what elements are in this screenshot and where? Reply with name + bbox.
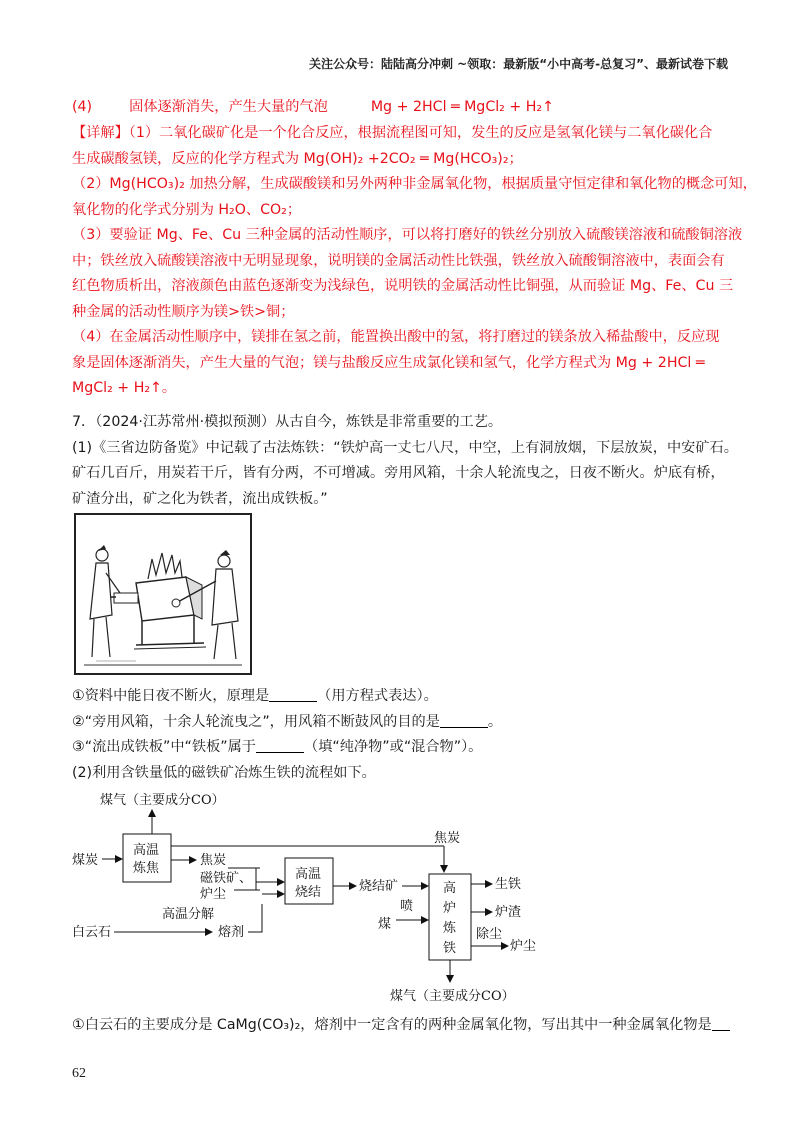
answer-item-4 [72,95,734,121]
question-part1-subquestions [72,684,734,786]
ancient-smelting-illustration [74,513,252,675]
coking-box-line2: 炼焦 [133,861,160,876]
subquestion-2 [72,710,734,736]
answer-blank-1[interactable] [269,687,317,702]
iron-smelting-flowchart [72,786,552,1008]
sintered-ore-label: 烧结矿 [359,879,399,894]
subquestion-1-suffix: （用方程式表达）。 [317,688,438,704]
subquestion-2-suffix: 。 [487,713,503,730]
furnace-char-1: 高 [443,881,457,896]
furnace-char-4: 铁 [443,941,457,956]
subquestion-1 [72,684,734,710]
detail-line: （2）Mg(HCO₃)₂ 加热分解，生成碳酸镁和另外两种非金属氧化物，根据质量守恒定律和氧化物的概念可知， [72,176,757,192]
subquestion-3-prefix: ③“流出成铁板”中“铁板”属于 [72,739,256,755]
page-header: 关注公众号：陆陆高分冲刺 ~领取：最新版“小中高考-总复习”、最新试卷下载 [309,57,728,71]
dedust-label: 除尘 [476,927,503,942]
bottom-gas-label: 煤气（主要成分CO） [390,989,515,1004]
detail-line: 红色物质析出，溶液颜色由蓝色逐渐变为浅绿色，说明铁的金属活动性比铜强，从而验证 Mg、Fe、Cu 三 [72,278,734,294]
spray-label: 喷 [400,899,414,914]
detail-line: 氧化物的化学式分别为 H₂O、CO₂； [72,201,302,218]
detail-line: 种金属的活动性顺序为镁>铁>铜； [72,303,295,320]
question-part2-subquestion [72,1013,734,1039]
question-7 [72,410,738,512]
coke-to-furnace-label: 焦炭 [434,831,461,846]
dust-out-label: 炉尘 [510,939,537,954]
answer-blank-3[interactable] [256,738,304,753]
detail-line: （4）在金属活动性顺序中，镁排在氢之前，能置换出酸中的氢，将打磨过的镁条放入稀盐酸中，反应现 [72,329,720,345]
subquestion-3 [72,735,734,761]
question-part1-line: 矿渣分出，矿之化为铁者，流出成铁板。” [72,490,328,507]
dust-in-label: 炉尘 [200,887,227,902]
coal-label: 煤炭 [72,853,99,868]
detail-line: MgCl₂ + H₂↑。 [72,380,177,396]
answer-4-equation: Mg + 2HCl ═ MgCl₂ + H₂↑ [370,99,555,115]
sintering-box-line1: 高温 [295,867,322,882]
pig-iron-label: 生铁 [495,877,522,892]
furnace-char-2: 炉 [443,901,457,916]
question-title: 7．（2024·江苏常州·模拟预测）从古自今，炼铁是非常重要的工艺。 [72,414,503,430]
sintering-box-line2: 烧结 [295,885,322,900]
answer-4-text: 固体逐渐消失，产生大量的气泡 [129,99,328,115]
top-gas-label: 煤气（主要成分CO） [100,793,225,808]
flux-label: 熔剂 [218,925,245,940]
answer-detail [72,121,757,402]
detail-line: 中；铁丝放入硫酸镁溶液中无明显现象，说明镁的金属活动性比铁强，铁丝放入硫酸铜溶液中，表面会有 [72,252,725,269]
part2-q1-text: ①白云石的主要成分是 CaMg(CO₃)₂，熔剂中一定含有的两种金属氧化物，写出其中一种金属氧化物是 [72,1017,712,1033]
decomposition-label: 高温分解 [162,907,215,922]
subquestion-2-prefix: ②“旁用风箱，十余人轮流曳之”，用风箱不断鼓风的目的是 [72,713,440,730]
question-part1-line: (1)《三省边防备览》中记载了古法炼铁：“铁炉高一丈七八尺，中空，上有洞放烟，下层放炭，中安矿石。 [72,439,738,456]
question-part2-intro: (2)利用含铁量低的磁铁矿冶炼生铁的流程如下。 [72,764,376,781]
slag-label: 炉渣 [495,905,522,920]
furnace-char-3: 炼 [443,921,457,936]
subquestion-1-prefix: ①资料中能日夜不断火，原理是 [72,688,270,704]
coal-injection-label: 煤 [378,917,392,932]
coking-box-line1: 高温 [133,843,160,858]
detail-line: 生成碳酸氢镁，反应的化学方程式为 Mg(OH)₂ +2CO₂ ═ Mg(HCO₃)₂； [72,150,523,167]
detail-line: 【详解】（1）二氧化碳矿化是一个化合反应，根据流程图可知，发生的反应是氢氧化镁与二氧化碳化合 [72,125,713,141]
coke-label: 焦炭 [200,853,227,868]
dolomite-label: 白云石 [72,925,112,940]
subquestion-3-suffix: （填“纯净物”或“混合物”）。 [304,739,483,755]
answer-blank-2[interactable] [440,713,488,728]
detail-line: （3）要验证 Mg、Fe、Cu 三种金属的活动性顺序，可以将打磨好的铁丝分别放入硫酸镁溶液和硫酸铜溶液 [72,227,743,243]
page-number: 62 [72,1066,86,1081]
smelting-drawing [76,515,250,673]
detail-line: 象是固体逐渐消失，产生大量的气泡；镁与盐酸反应生成氯化镁和氢气，化学方程式为 Mg + 2HCl ═ [72,354,705,371]
answer-4-number: (4) [72,99,93,115]
answer-blank-4[interactable] [712,1016,730,1031]
question-part1-line: 矿石几百斤，用炭若干斤，皆有分两，不可增减。旁用风箱，十余人轮流曳之，日夜不断火。炉底有桥， [72,465,725,481]
magnetite-label: 磁铁矿、 [200,871,253,886]
